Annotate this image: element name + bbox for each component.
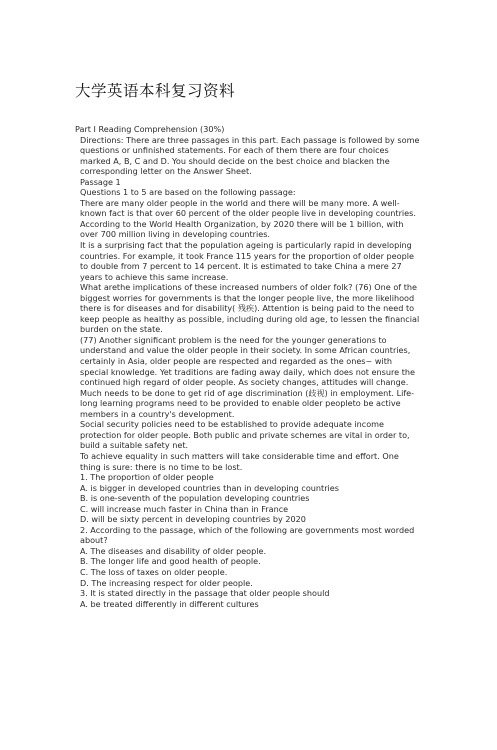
- passage-paragraph: Much needs to be done to get rid of age discrimination (歧视) in employment. Life-long learning programs need to be provided to enable older peopleto be active members in a country's development.: [80, 387, 415, 419]
- passage-label: Passage 1: [80, 176, 121, 187]
- passage-paragraph: It is a surprising fact that the population ageing is particularly rapid in developing countries. For example, it took France 115 years for the proportion of older people to double from 7 percent to 14 percent. It is estimated to take China a mere 27 years to achieve this same increase.: [80, 240, 414, 282]
- passage-intro: Questions 1 to 5 are based on the following passage:: [80, 187, 296, 198]
- answer-option: A. be treated differently in different cultures: [80, 598, 259, 609]
- answer-option: A. The diseases and disability of older people.: [80, 545, 267, 556]
- directions-text: Directions: There are three passages in this part. Each passage is followed by some questions or unfinished statements. For each of them there are four choices marked A, B, C and D. You should decide on the best choice and blacken the corresponding letter on the Answer Sheet.: [80, 134, 420, 177]
- answer-option: B. The longer life and good health of people.: [80, 556, 261, 567]
- passage-paragraph: There are many older people in the world and there will be many more. A well-known fact is that over 60 percent of the older people live in developing countries. According to the World Health Organization, by 2020 there will be 1 billion, with over 700 million living in developing countries.: [80, 197, 416, 240]
- document-body: [75, 124, 420, 609]
- answer-option: D. will be sixty percent in developing countries by 2020: [80, 514, 306, 525]
- answer-option: D. The increasing respect for older people.: [80, 577, 253, 588]
- passage-paragraph: Social security policies need to be established to provide adequate income protection for older people. Both public and private schemes are vital in order to, build a suitable safety net.: [80, 419, 410, 451]
- passage-paragraph: To achieve equality in such matters will take considerable time and effort. One thing is sure: there is no time to be lost.: [80, 450, 399, 472]
- answer-option: A. is bigger in developed countries than in developing countries: [80, 482, 340, 493]
- part-heading: Part I Reading Comprehension (30%): [75, 124, 225, 134]
- document-title: 大学英语本科复习资料: [75, 82, 236, 100]
- answer-option: C. will increase much faster in China than in France: [80, 503, 289, 514]
- passage-paragraph: (77) Another significant problem is the need for the younger generations to understand and value the older people in their society. In some African countries, certainly in Asia, older people are respected and regarded as the ones~ with special knowledge. Yet traditions are fading away daily, which does not ensure the continued high regard of older people. As society changes, attitudes will change.: [80, 334, 415, 388]
- question-stem: 3. It is stated directly in the passage that older people should: [80, 588, 330, 599]
- answer-option: C. The loss of taxes on older people.: [80, 566, 228, 577]
- question-stem: 1. The proportion of older people: [80, 472, 214, 483]
- question-stem: 2. According to the passage, which of the following are governments most worded about?: [80, 524, 415, 546]
- passage-paragraph: What arethe implications of these increased numbers of older folk? (76) One of the biggest worries for governments is that the longer people live, the more likelihood there is for diseases and for disability( 残疾). Attention is being paid to the need to keep people as healthy as possible, including during old age, to lessen the financial burden on the state.: [80, 282, 420, 335]
- answer-option: B. is one-seventh of the population developing countries: [80, 493, 310, 504]
